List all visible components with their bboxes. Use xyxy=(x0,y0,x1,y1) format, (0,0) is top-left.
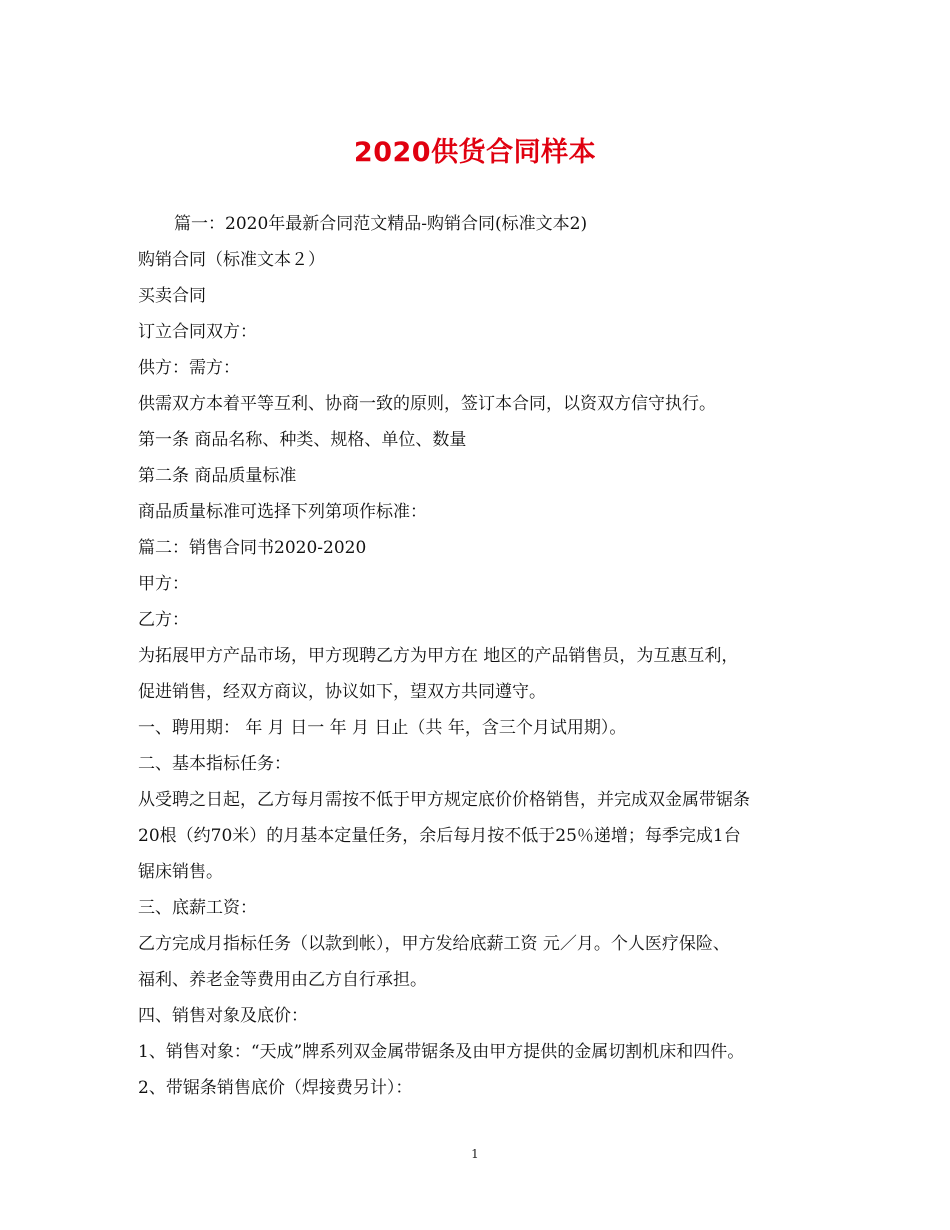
paragraph-line: 乙方完成月指标任务（以款到帐），甲方发给底薪工资 元／月。个人医疗保险、 xyxy=(138,934,730,954)
paragraph-line: 2、带锯条销售底价（焊接费另计）： xyxy=(138,1078,413,1098)
paragraph-line: 从受聘之日起，乙方每月需按不低于甲方规定底价价格销售，并完成双金属带锯条 xyxy=(138,790,750,810)
paragraph-line: 乙方： xyxy=(138,610,189,630)
paragraph-line: 20根（约70米）的月基本定量任务，余后每月按不低于25％递增；每季完成1台 xyxy=(138,826,741,846)
paragraph-line: 购销合同（标准文本２） xyxy=(138,250,325,270)
paragraph-line: 锯床销售。 xyxy=(138,862,223,882)
paragraph-line: 甲方： xyxy=(138,574,189,594)
paragraph-line: 第一条 商品名称、种类、规格、单位、数量 xyxy=(138,430,467,450)
paragraph-line: 篇二：销售合同书2020-2020 xyxy=(138,538,367,558)
paragraph-line: 四、销售对象及底价： xyxy=(138,1006,308,1026)
document-title: 2020供货合同样本 xyxy=(353,137,597,168)
paragraph-line: 供需双方本着平等互利、协商一致的原则，签订本合同，以资双方信守执行。 xyxy=(138,394,716,414)
paragraph-line: 促进销售，经双方商议，协议如下，望双方共同遵守。 xyxy=(138,682,546,702)
paragraph-line: 为拓展甲方产品市场，甲方现聘乙方为甲方在 地区的产品销售员，为互惠互利， xyxy=(138,646,739,666)
paragraph-line: 订立合同双方： xyxy=(138,322,257,342)
page-number: 1 xyxy=(471,1147,479,1161)
document-body xyxy=(138,206,818,1106)
paragraph-line: 一、聘用期： 年 月 日一 年 月 日止（共 年，含三个月试用期）。 xyxy=(138,718,627,738)
paragraph-line: 买卖合同 xyxy=(138,286,206,306)
paragraph-line: 1、销售对象：“天成”牌系列双金属带锯条及由甲方提供的金属切割机床和四件。 xyxy=(138,1042,745,1062)
paragraph-line: 第二条 商品质量标准 xyxy=(138,466,297,486)
paragraph-line: 商品质量标准可选择下列第项作标准： xyxy=(138,502,427,522)
paragraph-line: 福利、养老金等费用由乙方自行承担。 xyxy=(138,970,427,990)
paragraph-line: 供方：需方： xyxy=(138,358,240,378)
paragraph-line: 篇一：2020年最新合同范文精品-购销合同(标准文本2) xyxy=(174,214,588,234)
paragraph-line: 三、底薪工资： xyxy=(138,898,257,918)
paragraph-line: 二、基本指标任务： xyxy=(138,754,291,774)
